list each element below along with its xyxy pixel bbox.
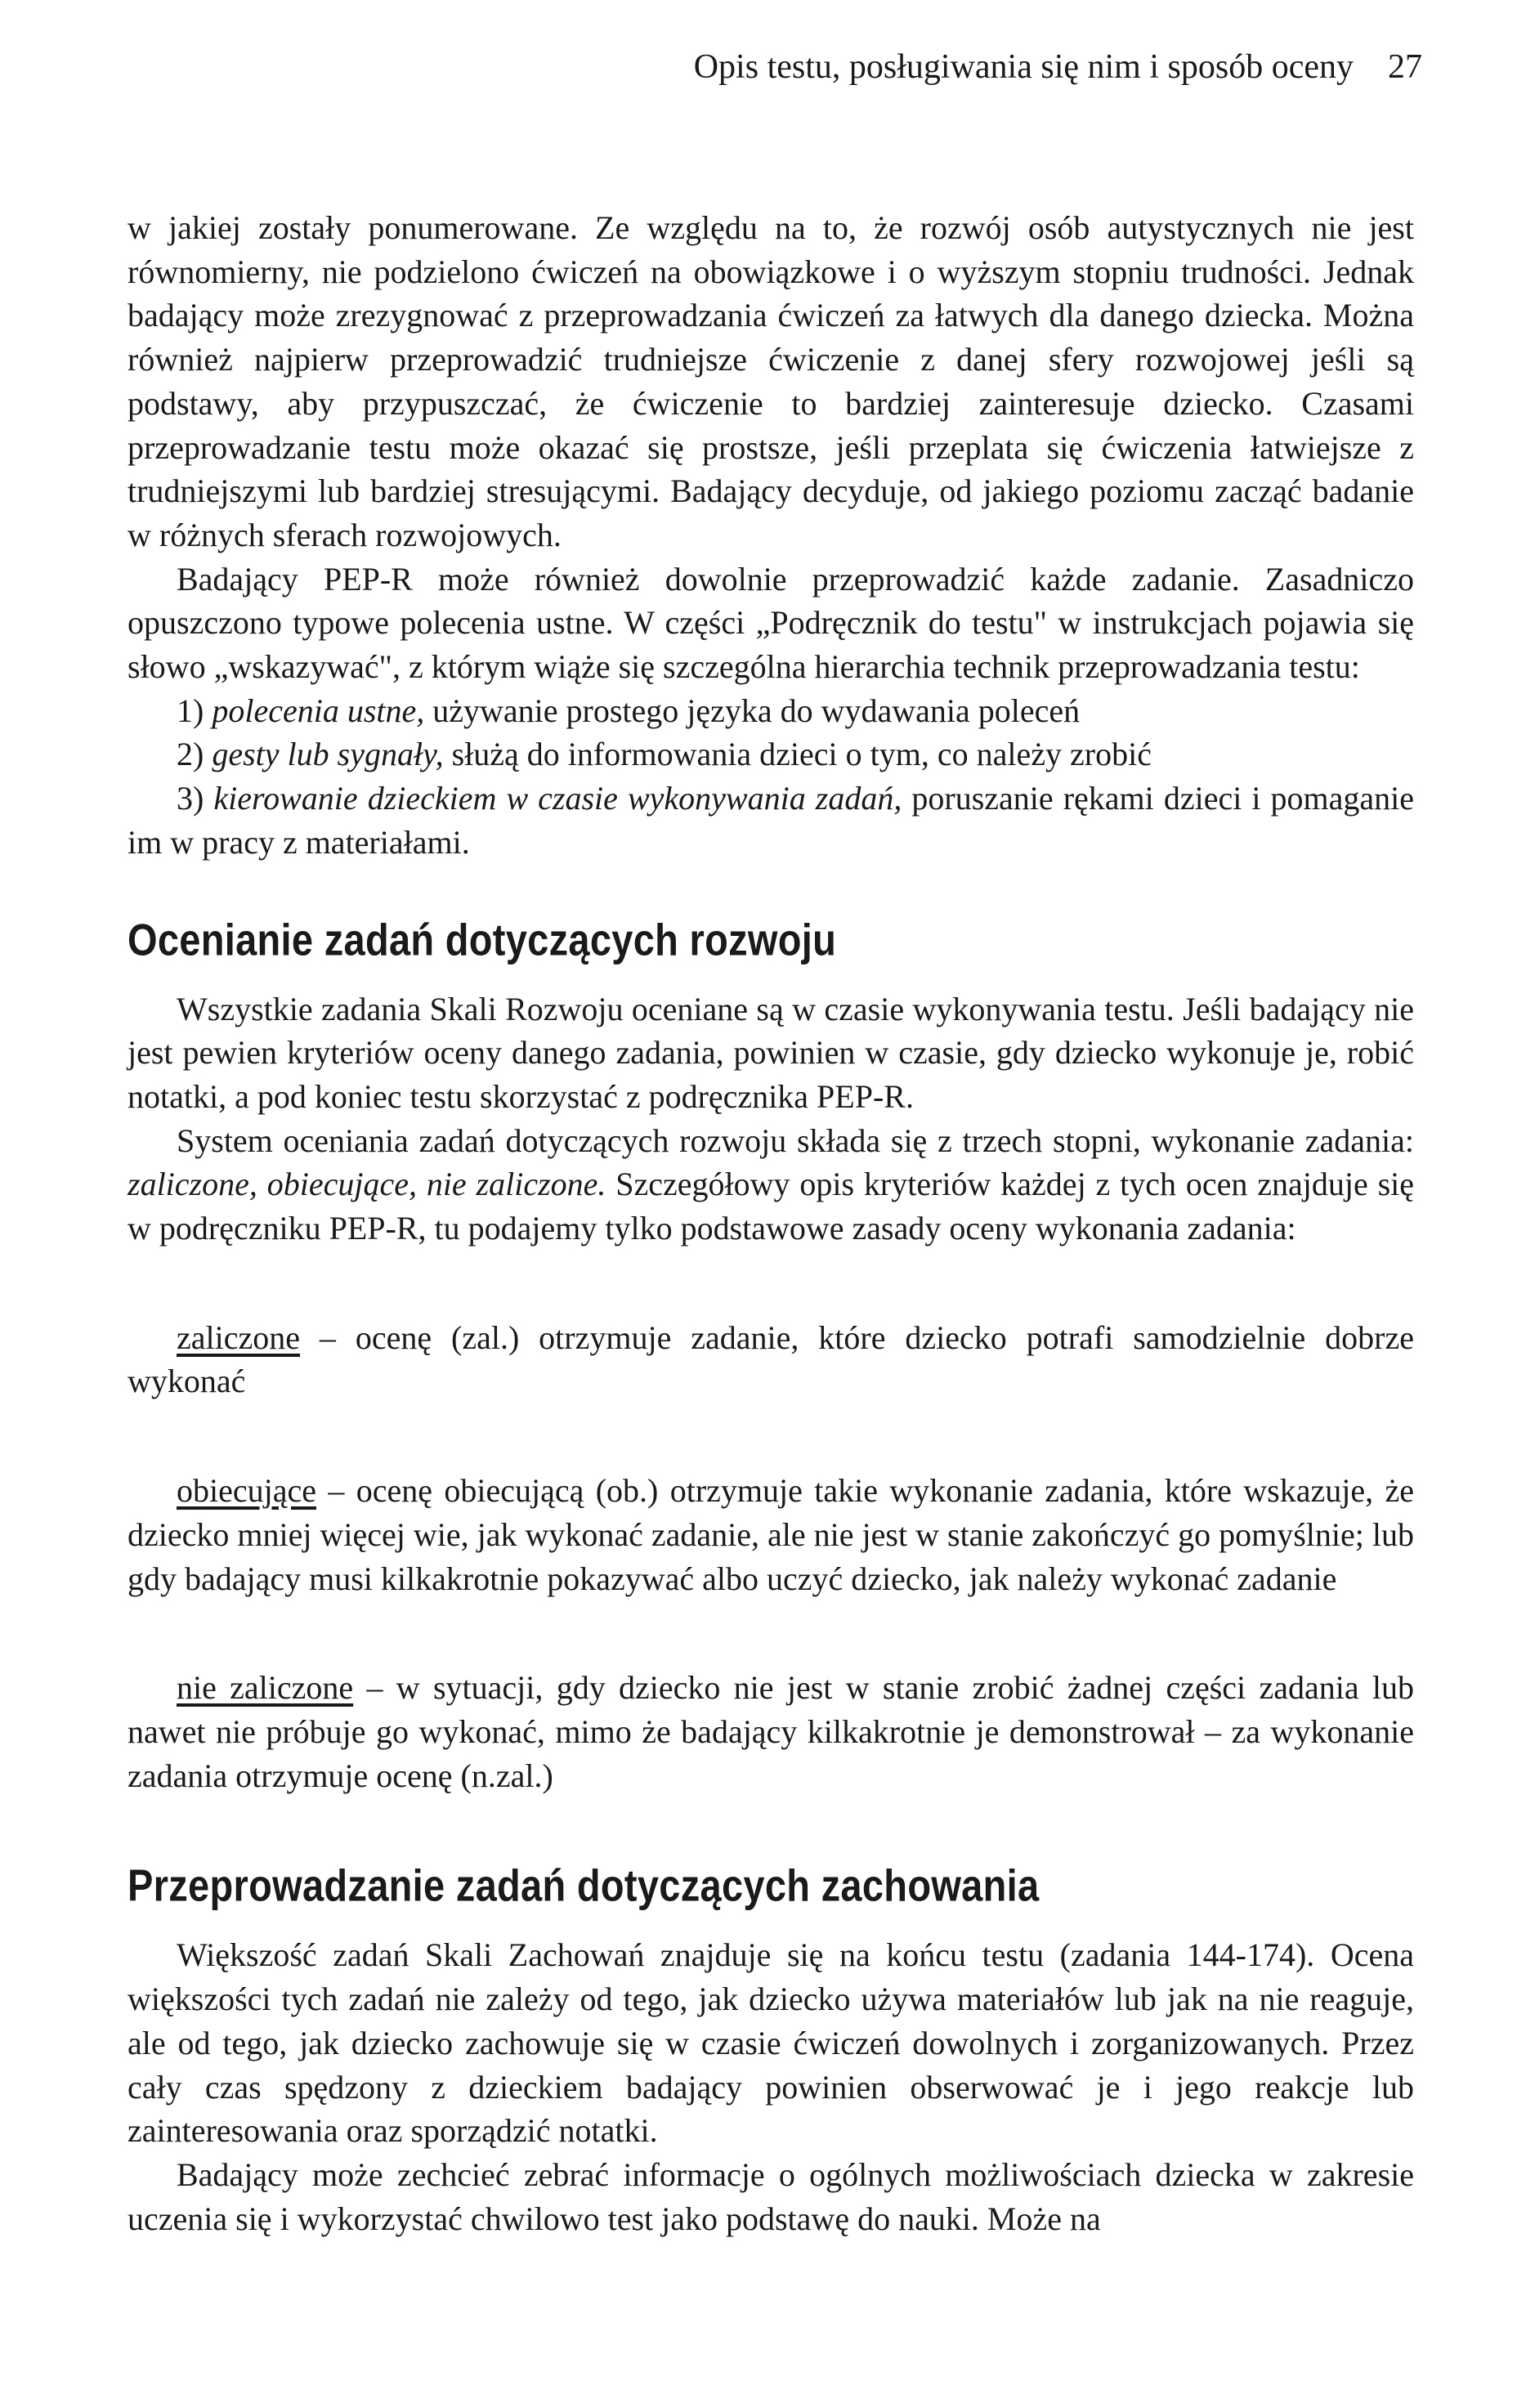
grade-failed bbox=[128, 1666, 1414, 1797]
grade-text: – w sytuacji, gdy dziecko nie jest w stanie zrobić żadnej części zadania lub nawet nie próbuje go wykonać, mimo że badający kilkakrotnie je demonstrował – za wykonanie zadania otrzymuje ocenę (n.zal.) bbox=[128, 1669, 1414, 1794]
section1-paragraph-1: Wszystkie zadania Skali Rozwoju oceniane są w czasie wykonywania testu. Jeśli badający nie jest pewien kryteriów oceny danego zadania, powinien w czasie, gdy dziecko wykonuje je, robić notatki, a pod koniec testu skorzystać z podręcznika PEP-R. bbox=[128, 990, 1414, 1115]
grading-description: Szczegółowy opis kryteriów każdej z tych ocen znajduje się w podręczniku PEP-R, tu podajemy tylko podstawowe zasady oceny wykonania zadania: bbox=[128, 1166, 1415, 1247]
list-text: poruszanie rękami dzieci i pomaganie im w pracy z materiałami. bbox=[128, 780, 1415, 861]
list-item-3 bbox=[128, 777, 1414, 864]
page-body bbox=[128, 206, 1414, 2240]
grade-term: zaliczone bbox=[177, 1318, 300, 1356]
intro-paragraph-2: Badający PEP-R może również dowolnie przeprowadzić każde zadanie. Zasadniczo opuszczono typowe polecenia ustne. W części „Podręcznik do testu" w instrukcjach pojawia się słowo „wskazywać", z którym wiąże się szczególna hierarchia technik przeprowadzania testu: bbox=[128, 560, 1414, 686]
section1-paragraph-2 bbox=[128, 1119, 1414, 1251]
intro-paragraph-1: w jakiej zostały ponumerowane. Ze względu na to, że rozwój osób autystycznych nie jest równomierny, nie podzielono ćwiczeń na obowiązkowe i o wyższym stopniu trudności. Jednak badający może zrezygnować z przeprowadzania ćwiczeń za łatwych dla danego dziecka. Można również najpierw przeprowadzić trudniejsze ćwiczenie z danej sfery rozwojowej jeśli są podstawy, aby przypuszczać, że ćwiczenie to bardziej zainteresuje dziecko. Czasami przeprowadzanie testu może okazać się prostsze, jeśli przeplata się ćwiczenia łatwiejsze z trudniejszymi lub bardziej stresującymi. Badający decyduje, od jakiego poziomu zacząć badanie w różnych sferach rozwojowych. bbox=[128, 209, 1414, 553]
list-term: gesty lub sygnały, bbox=[212, 736, 444, 773]
grade-text: – ocenę (zal.) otrzymuje zadanie, które dziecko potrafi samodzielnie dobrze wykonać bbox=[128, 1318, 1414, 1400]
list-text: służą do informowania dzieci o tym, co należy zrobić bbox=[451, 736, 1152, 773]
list-number: 3) bbox=[177, 780, 204, 817]
grade-passed bbox=[128, 1316, 1414, 1403]
section-heading-development: Ocenianie zadań dotyczących rozwoju bbox=[128, 914, 837, 965]
list-item-1 bbox=[128, 689, 1414, 733]
running-title: Opis testu, posługiwania się nim i sposób oceny bbox=[693, 48, 1354, 86]
section-heading-behavior: Przeprowadzanie zadań dotyczących zachowania bbox=[128, 1860, 1040, 1911]
section2-paragraph-2: Badający może zechcieć zebrać informacje o ogólnych możliwościach dziecka w zakresie uczenia się i wykorzystać chwilowo test jako podstawę do nauki. Może na bbox=[128, 2155, 1414, 2237]
list-item-2 bbox=[128, 732, 1414, 777]
section2-paragraph-1: Większość zadań Skali Zachowań znajduje się na końcu testu (zadania 144-174). Ocena większości tych zadań nie zależy od tego, jak dziecko używa materiałów lub jak na nie reaguje, ale od tego, jak dziecko zachowuje się w czasie ćwiczeń dowolnych i zorganizowanych. Przez cały czas spędzony z dzieckiem badający powinien obserwować je i jego reakcje lub zainteresowania oraz sporządzić notatki. bbox=[128, 1936, 1414, 2150]
grade-term: nie zaliczone bbox=[177, 1669, 354, 1707]
running-head bbox=[572, 43, 1422, 92]
grading-intro: System oceniania zadań dotyczących rozwoju składa się z trzech stopni, wykonanie zadania: bbox=[177, 1121, 1414, 1159]
list-text: używanie prostego języka do wydawania poleceń bbox=[432, 692, 1081, 729]
list-term: kierowanie dzieckiem w czasie wykonywania zadań, bbox=[213, 780, 902, 817]
list-number: 2) bbox=[177, 736, 204, 773]
list-term: polecenia ustne, bbox=[212, 692, 425, 729]
grade-emerging bbox=[128, 1469, 1414, 1600]
grade-text: – ocenę obiecującą (ob.) otrzymuje takie wykonanie zadania, które wskazuje, że dziecko mniej więcej wie, jak wykonać zadanie, ale nie jest w stanie zakończyć go pomyślnie; lub gdy badający musi kilkakrotnie pokazywać albo uczyć dziecko, jak należy wykonać zadanie bbox=[128, 1472, 1414, 1597]
list-number: 1) bbox=[177, 692, 204, 729]
grade-term: obiecujące bbox=[177, 1472, 316, 1510]
page-number: 27 bbox=[1388, 48, 1422, 86]
grading-terms: zaliczone, obiecujące, nie zaliczone. bbox=[128, 1166, 606, 1203]
